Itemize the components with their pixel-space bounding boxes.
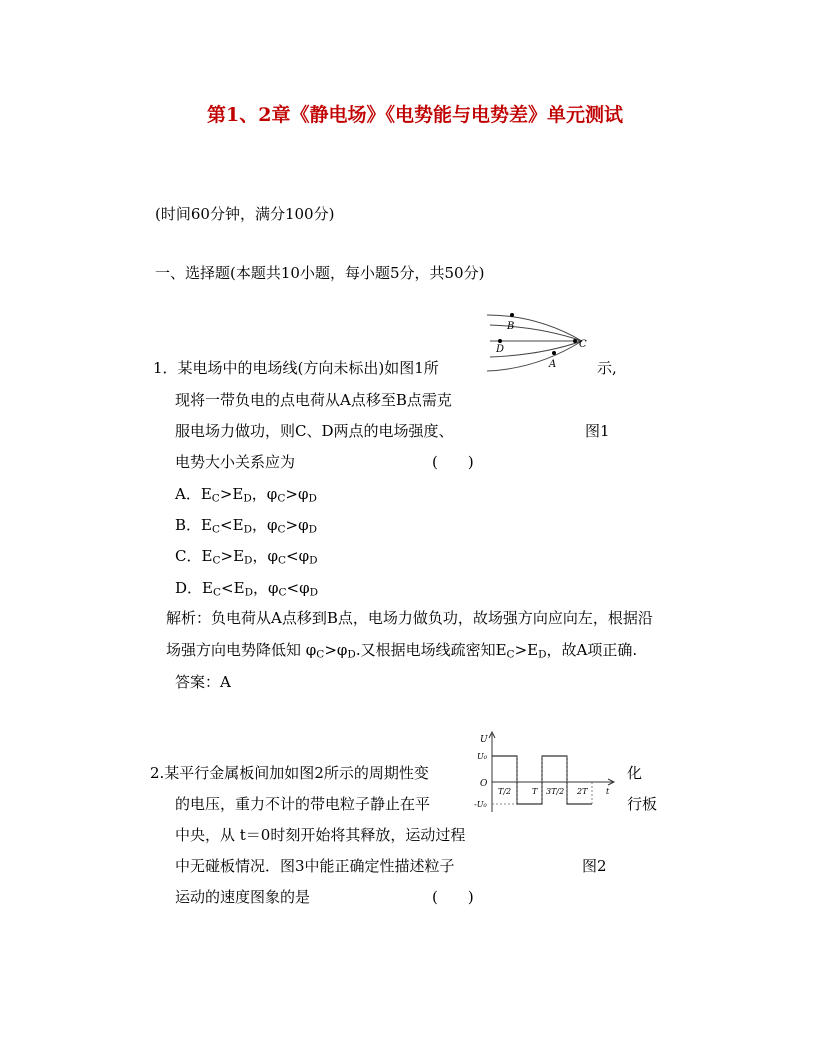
label-a: A (549, 359, 557, 370)
page-title: 第1、2章《静电场》《电势能与电势差》单元测试 (207, 104, 623, 126)
figure-2-caption: 图2 (582, 857, 607, 875)
q1-line1: 1．某电场中的电场线(方向未标出)如图1所 (153, 359, 439, 377)
label-d: D (496, 344, 505, 355)
q1-analysis-line2: 场强方向电势降低知 $\varphi_C>\varphi_D$.又根据电场线疏密知$E_C>E_D$，故A项正确. (166, 641, 638, 661)
field-line-2 (490, 325, 582, 341)
q2-line3: 中央，从 t＝0时刻开始将其释放，运动过程 (175, 826, 466, 844)
exam-info: (时间60分钟，满分100分) (155, 205, 335, 223)
label-2t: 2T (577, 787, 588, 796)
label-3t2: 3T/2 (546, 787, 565, 796)
q2-line5: 运动的速度图象的是 (175, 888, 311, 906)
q2-line1-end: 化 (627, 764, 643, 782)
figure-1-caption: 图1 (585, 422, 610, 440)
label-u: U (480, 735, 488, 745)
q1-option-d: D．$E_C<E_D$，$\varphi_C<\varphi_D$ (175, 579, 319, 599)
q2-answer-bracket: ( ) (432, 888, 474, 906)
label-neg-u0: -U₀ (474, 800, 487, 809)
q1-answer: 答案：A (175, 673, 231, 691)
label-t2: T/2 (498, 787, 512, 796)
label-t: T (532, 787, 538, 796)
point-a (552, 351, 556, 355)
point-c (573, 339, 577, 343)
label-o: O (480, 779, 488, 789)
q2-line4: 中无碰板情况．图3中能正确定性描述粒子 (175, 857, 455, 875)
label-c: C (579, 339, 587, 350)
q1-line3: 服电场力做功，则C、D两点的电场强度、 (175, 422, 454, 440)
section-heading: 一、选择题(本题共10小题，每小题5分，共50分) (155, 264, 485, 282)
q1-option-a: A．$E_C>E_D$，$\varphi_C>\varphi_D$ (175, 485, 317, 505)
label-t-axis: t (606, 787, 610, 796)
q2-line1: 2.某平行金属板间加如图2所示的周期性变 (150, 764, 429, 782)
q1-line2: 现将一带负电的点电荷从A点移至B点需克 (175, 391, 452, 409)
point-b (510, 313, 514, 317)
q1-line4: 电势大小关系应为 (175, 453, 296, 471)
q2-line2-end: 行板 (627, 795, 658, 813)
q1-option-b: B．$E_C<E_D$，$\varphi_C>\varphi_D$ (175, 516, 318, 536)
q1-analysis-line1: 解析：负电荷从A点移到B点，电场力做负功，故场强方向应向左，根据沿 (166, 609, 653, 627)
label-u0: U₀ (477, 752, 487, 761)
point-d (498, 339, 502, 343)
q2-line2: 的电压，重力不计的带电粒子静止在平 (175, 795, 431, 813)
q1-line1-end: 示, (597, 359, 617, 377)
figure-1-field-lines (482, 305, 597, 380)
label-b: B (507, 321, 515, 332)
figure-2-voltage-graph (474, 730, 619, 815)
q1-answer-bracket: ( ) (432, 453, 474, 471)
field-line-1 (487, 315, 582, 341)
q1-option-c: C．$E_C>E_D$，$\varphi_C<\varphi_D$ (175, 547, 318, 567)
